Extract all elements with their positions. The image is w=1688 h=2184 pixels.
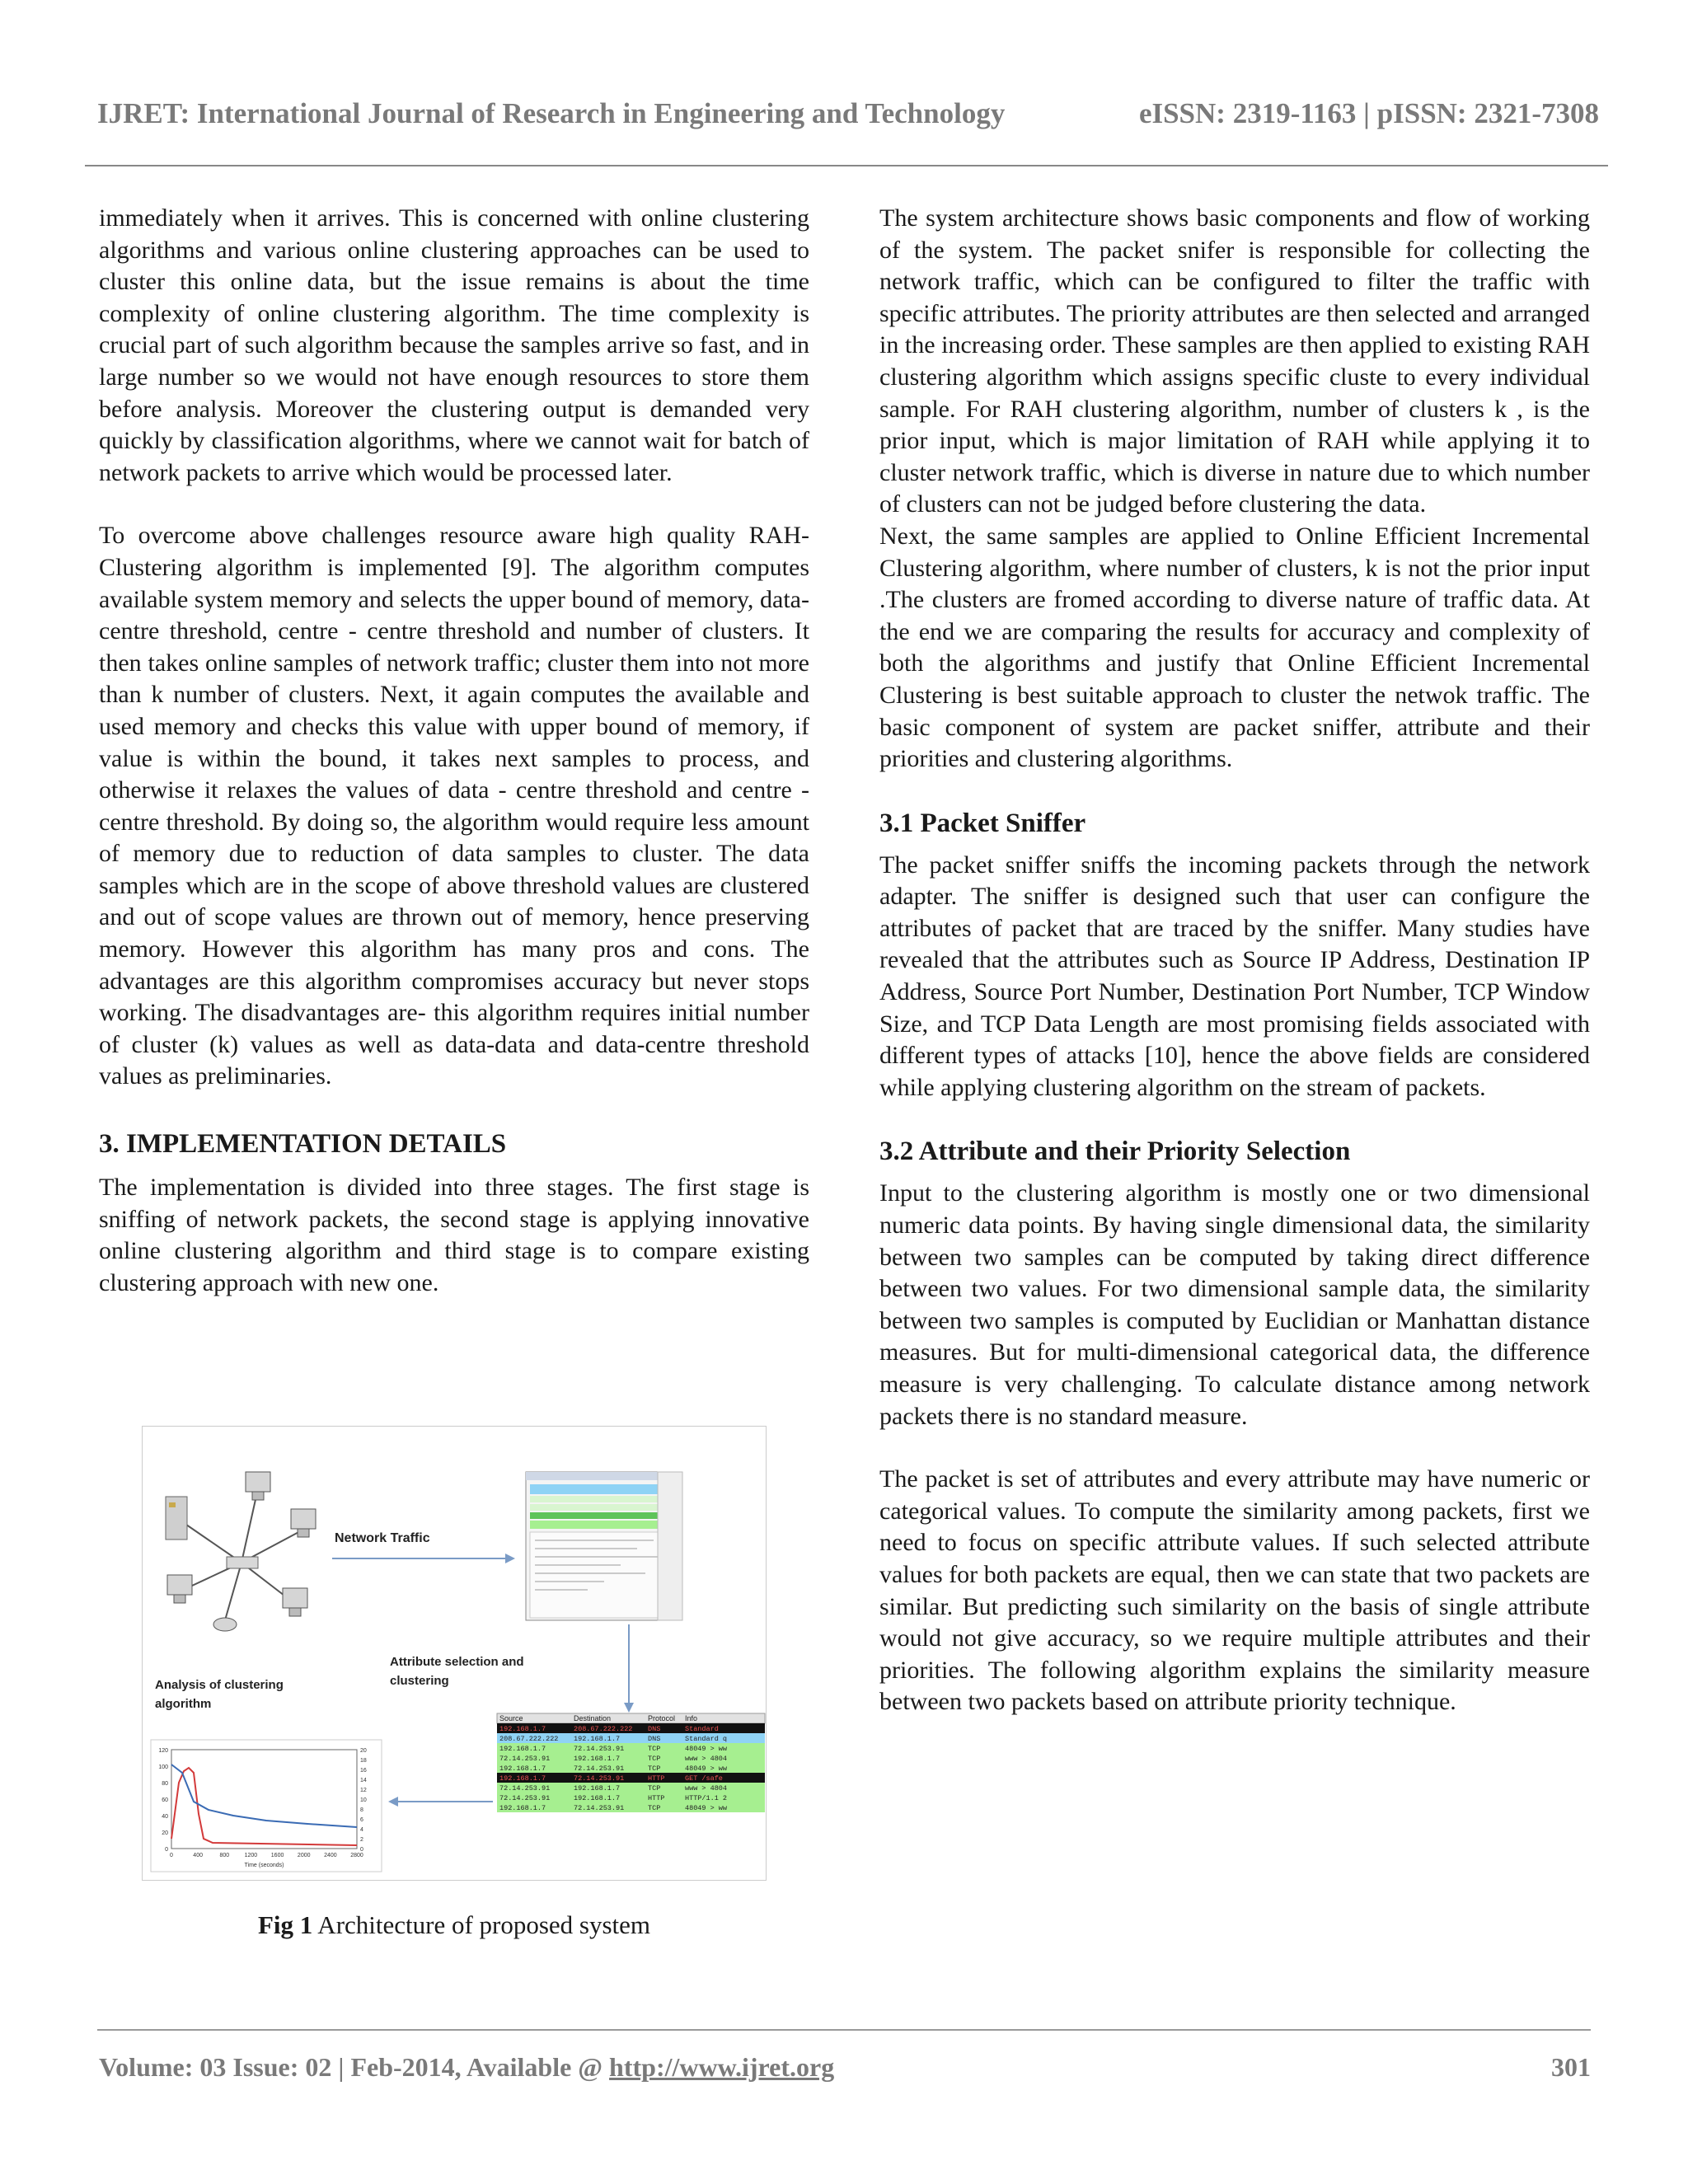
table-cell: GET /safe xyxy=(685,1774,723,1783)
y-tick-label-left: 20 xyxy=(162,1830,168,1836)
section-heading: 3. IMPLEMENTATION DETAILS xyxy=(99,1129,507,1160)
table-cell: 72.14.253.91 xyxy=(499,1784,551,1793)
y-tick-label-right: 8 xyxy=(360,1807,363,1813)
table-cell: 208.67.222.222 xyxy=(499,1735,559,1743)
table-cell: TCP xyxy=(648,1784,661,1793)
architecture-figure xyxy=(142,1426,767,1881)
table-cell: 192.168.1.7 xyxy=(574,1784,621,1793)
table-cell: 72.14.253.91 xyxy=(499,1794,551,1802)
computer-icon xyxy=(291,1509,316,1529)
y-tick-label-left: 80 xyxy=(162,1781,168,1787)
table-cell: 48049 > ww xyxy=(685,1765,728,1773)
switch-icon xyxy=(227,1557,258,1568)
y-tick-label-left: 120 xyxy=(158,1748,168,1754)
table-cell: www > 4804 xyxy=(685,1784,728,1793)
x-tick-label: 400 xyxy=(193,1853,203,1858)
computer-icon xyxy=(246,1472,270,1492)
table-header-cell: Source xyxy=(499,1714,523,1722)
issn-info: eISSN: 2319-1163 | pISSN: 2321-7308 xyxy=(1138,97,1599,129)
paragraph: The packet is set of attributes and every attribute may have numeric or categorical values. To compute the similarity among packets, first we need to focus on specific attribute values. If such selected attribute values for both packets are equal, then we can state that two packets are similar. But predicting such similarity on the basis of single attribute would not give accuracy, so we require multiple attributes and their priorities. The following algorithm explains the similarity measure between two packets based on attribute priority technique. xyxy=(879,1465,1590,1716)
computer-icon xyxy=(283,1588,307,1608)
x-axis-label: Time (seconds) xyxy=(244,1863,284,1868)
y-tick-label-right: 16 xyxy=(360,1768,367,1774)
table-cell: Standard xyxy=(685,1725,719,1733)
table-cell: 48049 > ww xyxy=(685,1804,728,1812)
paragraph: The system architecture shows basic components and flow of working of the system. The packet snifer is responsible for collecting the network traffic, which can be configured to filter the traffic with specific attributes. The priority attributes are then selected and arranged in the increasing order. These samples are then applied to existing RAH clustering algorithm which assigns specific cluste to every individual sample. For RAH clustering algorithm, number of clusters k , is the prior input, which is major limitation of RAH while applying it to cluster network traffic, which is diverse in nature due to which number of clusters can not be judged before clustering the data. xyxy=(879,204,1590,518)
y-tick-label-right: 2 xyxy=(360,1837,363,1843)
page-footer xyxy=(99,2052,1591,2083)
volume-info: Volume: 03 Issue: 02 | Feb-2014, Available @ xyxy=(99,2052,610,2082)
table-cell: 72.14.253.91 xyxy=(574,1774,625,1783)
right-column xyxy=(879,203,1590,1718)
analysis-label-line2: algorithm xyxy=(155,1697,212,1711)
paragraph: immediately when it arrives. This is concerned with online clustering algorithms and various online clustering approaches can be used to cluster this online data, but the issue remains is about the time complexity of online clustering algorithm. The time complexity is crucial part of such algorithm because the samples arrive so fast, and in large number so we would not have enough resources to store them before analysis. Moreover the clustering output is demanded very quickly by classification algorithms, where we cannot wait for batch of network packets to arrive which would be processed later. xyxy=(99,204,809,486)
table-cell: 72.14.253.91 xyxy=(574,1804,625,1812)
table-header-cell: Protocol xyxy=(648,1714,676,1722)
table-cell: TCP xyxy=(648,1745,661,1753)
caption-text: Architecture of proposed system xyxy=(312,1910,651,1939)
table-cell: 208.67.222.222 xyxy=(574,1725,633,1733)
table-cell: 192.168.1.7 xyxy=(499,1745,546,1753)
table-cell: 72.14.253.91 xyxy=(574,1745,625,1753)
table-cell: 192.168.1.7 xyxy=(499,1774,546,1783)
x-tick-label: 2000 xyxy=(297,1853,311,1858)
table-cell: TCP xyxy=(648,1765,661,1773)
y-tick-label-left: 0 xyxy=(165,1847,168,1853)
table-cell: 192.168.1.7 xyxy=(574,1755,621,1763)
server-icon xyxy=(166,1497,187,1540)
paragraph: The implementation is divided into three stages. The first stage is sniffing of network packets, the second stage is applying innovative online clustering algorithm and third stage is to compare existing clustering approach with new one. xyxy=(99,1174,809,1296)
table-cell: 192.168.1.7 xyxy=(499,1804,546,1812)
table-cell: TCP xyxy=(648,1804,661,1812)
network-traffic-label: Network Traffic xyxy=(335,1531,430,1545)
table-cell: 72.14.253.91 xyxy=(574,1765,625,1773)
caption-label: Fig 1 xyxy=(257,1910,313,1939)
left-column xyxy=(99,203,809,1299)
y-tick-label-right: 14 xyxy=(360,1778,367,1783)
y-tick-label-left: 40 xyxy=(162,1814,168,1820)
y-tick-label-right: 18 xyxy=(360,1758,367,1764)
y-tick-label-right: 12 xyxy=(360,1788,367,1793)
table-cell: HTTP xyxy=(648,1774,665,1783)
table-cell: HTTP/1.1 2 xyxy=(685,1794,728,1802)
table-cell: 48049 > ww xyxy=(685,1745,728,1753)
x-tick-label: 0 xyxy=(170,1853,173,1858)
architecture-diagram xyxy=(143,1427,766,1880)
table-cell: HTTP xyxy=(648,1794,665,1802)
attribute-label-line2: clustering xyxy=(390,1674,449,1688)
paragraph: The packet sniffer sniffs the incoming packets through the network adapter. The sniffer is designed such that user can configure the attributes of packet that are traced by the sniffer. Many studies have revealed that the attributes such as Source IP Address, Destination IP Address, Source Port Number, Destination Port Number, TCP Window Size, and TCP Data Length are most promising fields associated with different types of attacks [10], hence the above fields are considered while applying clustering algorithm on the stream of packets. xyxy=(879,851,1590,1101)
table-cell: 192.168.1.7 xyxy=(574,1735,621,1743)
footer-rule xyxy=(97,2029,1591,2031)
network-topology xyxy=(166,1472,316,1631)
table-cell: 192.168.1.7 xyxy=(499,1725,546,1733)
x-tick-label: 1200 xyxy=(244,1853,258,1858)
x-tick-label: 2400 xyxy=(324,1853,337,1858)
figure-caption xyxy=(99,1910,809,1940)
paragraph: To overcome above challenges resource aware high quality RAH-Clustering algorithm is implemented [9]. The algorithm computes available system memory and selects the upper bound of memory, data-centre threshold, centre - centre threshold and number of clusters. It then takes online samples of network traffic; cluster them into not more than k number of clusters. Next, it again computes the available and used memory and checks this value with upper bound of memory, if value is within the bound, it takes next samples to process, and otherwise it relaxes the values of data - centre threshold and centre - centre threshold. By doing so, the algorithm would require less amount of memory due to reduction of data samples to cluster. The data samples which are in the scope of above threshold values are clustered and out of scope values are thrown out of memory, hence preserving memory. However this algorithm has many pros and cons. The advantages are this algorithm compromises accuracy but never stops working. The disadvantages are- this algorithm requires initial number of cluster (k) values as well as data-data and data-centre threshold values as preliminaries. xyxy=(99,522,809,1090)
page-number: 301 xyxy=(1551,2052,1591,2082)
section-heading: 3.1 Packet Sniffer xyxy=(879,808,1086,838)
table-header-cell: Info xyxy=(685,1714,698,1722)
paragraph: Input to the clustering algorithm is mostly one or two dimensional numeric data points. By having single dimensional data, the similarity between two samples can be computed by taking direct difference between two values. For two dimensional sample data, the similarity between two samples is computed by Euclidian or Manhattan distance measures. But for multi-dimensional categorical data, the difference measure is very challenging. To calculate distance among network packets there is no standard measure. xyxy=(879,1179,1590,1430)
y-tick-label-right: 20 xyxy=(360,1748,367,1754)
y-tick-label-right: 6 xyxy=(360,1817,363,1823)
x-tick-label: 800 xyxy=(219,1853,230,1858)
y-tick-label-right: 4 xyxy=(360,1827,363,1833)
table-cell: TCP xyxy=(648,1755,661,1763)
table-cell: Standard q xyxy=(685,1735,728,1743)
table-cell: 192.168.1.7 xyxy=(499,1765,546,1773)
x-tick-label: 2800 xyxy=(350,1853,363,1858)
x-tick-label: 1600 xyxy=(270,1853,284,1858)
running-header xyxy=(97,97,1599,130)
analysis-chart xyxy=(151,1740,382,1872)
table-cell: 192.168.1.7 xyxy=(574,1794,621,1802)
y-tick-label-left: 60 xyxy=(162,1797,168,1803)
section-heading: 3.2 Attribute and their Priority Selection xyxy=(879,1137,1351,1167)
paragraph: Next, the same samples are applied to Online Efficient Incremental Clustering algorithm, where number of clusters, k is not the prior input .The clusters are fromed according to diverse nature of traffic data. At the end we are comparing the results for accuracy and complexity of both the algorithms and justify that Online Efficient Incremental Clustering is best suitable approach to cluster the netwok traffic. The basic component of system are packet sniffer, attribute and their priorities and clustering algorithms. xyxy=(879,522,1590,773)
table-cell: 72.14.253.91 xyxy=(499,1755,551,1763)
packet-table xyxy=(497,1713,765,1812)
computer-icon xyxy=(167,1575,192,1595)
y-tick-label-right: 10 xyxy=(360,1797,367,1803)
y-tick-label-left: 100 xyxy=(158,1765,168,1770)
table-cell: www > 4804 xyxy=(685,1755,728,1763)
printer-icon xyxy=(213,1618,237,1631)
journal-link[interactable]: http://www.ijret.org xyxy=(609,2052,835,2082)
table-cell: DNS xyxy=(648,1725,661,1733)
attribute-label-line1: Attribute selection and xyxy=(390,1655,524,1669)
y-tick-label-right: 0 xyxy=(360,1847,363,1853)
journal-title: IJRET: International Journal of Research in Engineering and Technology xyxy=(97,97,1006,129)
table-header-cell: Destination xyxy=(574,1714,612,1722)
sniffer-window-thumbnail xyxy=(526,1472,682,1620)
analysis-label-line1: Analysis of clustering xyxy=(155,1678,284,1692)
header-rule xyxy=(85,165,1608,166)
table-cell: DNS xyxy=(648,1735,661,1743)
